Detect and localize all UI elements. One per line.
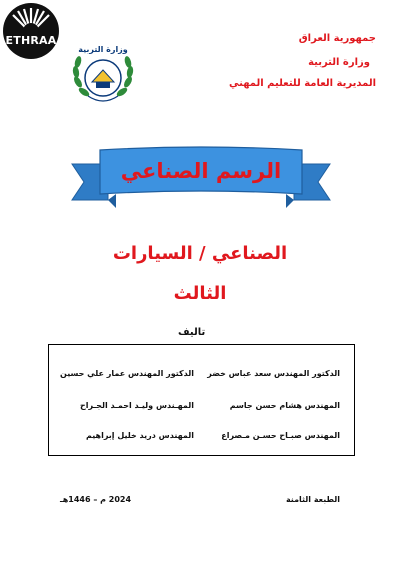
emblem-caption: وزارة التربية (78, 45, 128, 54)
main-title: الرسم الصناعي (120, 159, 282, 183)
header-directorate: المديرية العامة للتعليم المهني (229, 78, 376, 89)
author-name: المهندس هشام حسن جاسم (229, 401, 340, 410)
author-name: الدكتور المهندس سعد عباس خضر (207, 369, 340, 378)
author-name: الدكتور المهندس عمار علي حسين (60, 369, 194, 378)
authored-by-label: تاليف (178, 327, 206, 338)
edition-label: الطبعة الثامنة (285, 495, 340, 504)
author-name: المهندس صبـاح حسـن مـصراع (221, 431, 340, 440)
ministry-emblem (68, 40, 138, 110)
header-country: جمهورية العراق (298, 33, 376, 44)
publication-year: 2024 م – 1446هـ (60, 495, 132, 504)
subject-subtitle: الصناعي / السيارات (112, 243, 288, 264)
header-ministry: وزارة التربية (308, 57, 370, 68)
author-name: المهـندس وليـد احمـد الجـراح (80, 401, 194, 410)
stage-label: الثالث (173, 283, 227, 304)
sunburst-icon (3, 3, 59, 59)
logo-text: ETHRAA (5, 34, 57, 47)
ethraa-logo (3, 3, 59, 59)
authors-box (48, 344, 355, 456)
author-name: المهندس دريد خليل إبراهيم (86, 431, 194, 440)
title-banner (70, 144, 332, 212)
